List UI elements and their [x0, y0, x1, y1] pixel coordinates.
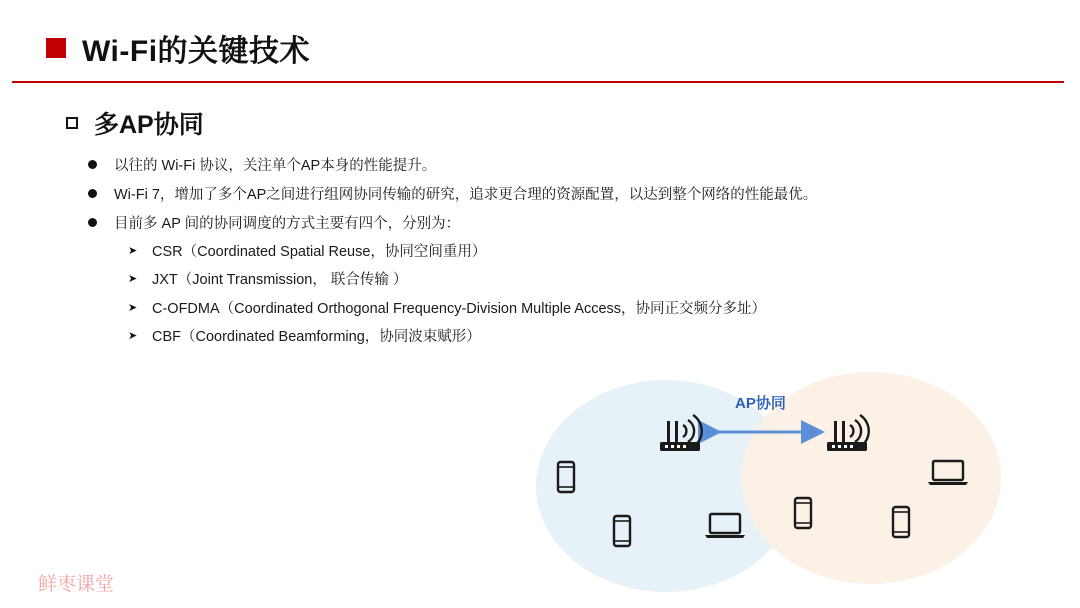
section-checkbox-marker [66, 117, 78, 129]
bullet-dot-icon [88, 189, 97, 198]
sub-bullet-text: JXT（Joint Transmission， 联合传输 ） [152, 272, 408, 289]
bullet-text: Wi-Fi 7，增加了多个AP之间进行组网协同传输的研究，追求更合理的资源配置，以达到整个网络的性能最优。 [114, 187, 818, 203]
ap-coordination-diagram [530, 368, 1010, 598]
bullet-item [88, 150, 988, 179]
sub-bullet-text: CSR（Coordinated Spatial Reuse，协同空间重用） [152, 243, 487, 260]
slide-title: Wi-Fi的关键技术 [82, 35, 311, 68]
bullet-text: 目前多 AP 间的协同调度的方式主要有四个，分别为： [114, 216, 461, 232]
sub-bullet-list [128, 236, 988, 350]
sub-bullet-text: C-OFDMA（Coordinated Orthogonal Frequency-Division Multiple Access，协同正交频分多址） [152, 300, 767, 317]
bullet-dot-icon [88, 160, 97, 169]
sub-bullet-item [128, 322, 988, 351]
ap-link-label: AP协同 [735, 395, 786, 412]
watermark-text: 鲜枣课堂 [38, 574, 115, 595]
sub-bullet-text: CBF（Coordinated Beamforming，协同波束赋形） [152, 329, 481, 346]
sub-bullet-item [128, 293, 988, 322]
title-divider [12, 81, 1064, 83]
section-heading: 多AP协同 [94, 111, 204, 139]
bullet-list [88, 150, 988, 237]
section-heading-row [66, 104, 204, 142]
bullet-item [88, 208, 988, 237]
bullet-dot-icon [88, 218, 97, 227]
arrow-bullet-icon: ➤ [128, 244, 138, 257]
bullet-text: 以往的 Wi-Fi 协议，关注单个AP本身的性能提升。 [114, 158, 437, 174]
sub-bullet-item [128, 265, 988, 294]
slide-title-row [46, 26, 310, 70]
arrow-bullet-icon: ➤ [128, 273, 138, 286]
title-square-marker [46, 38, 66, 58]
arrow-bullet-icon: ➤ [128, 301, 138, 314]
sub-bullet-item [128, 236, 988, 265]
bullet-item [88, 179, 988, 208]
arrow-bullet-icon: ➤ [128, 330, 138, 343]
